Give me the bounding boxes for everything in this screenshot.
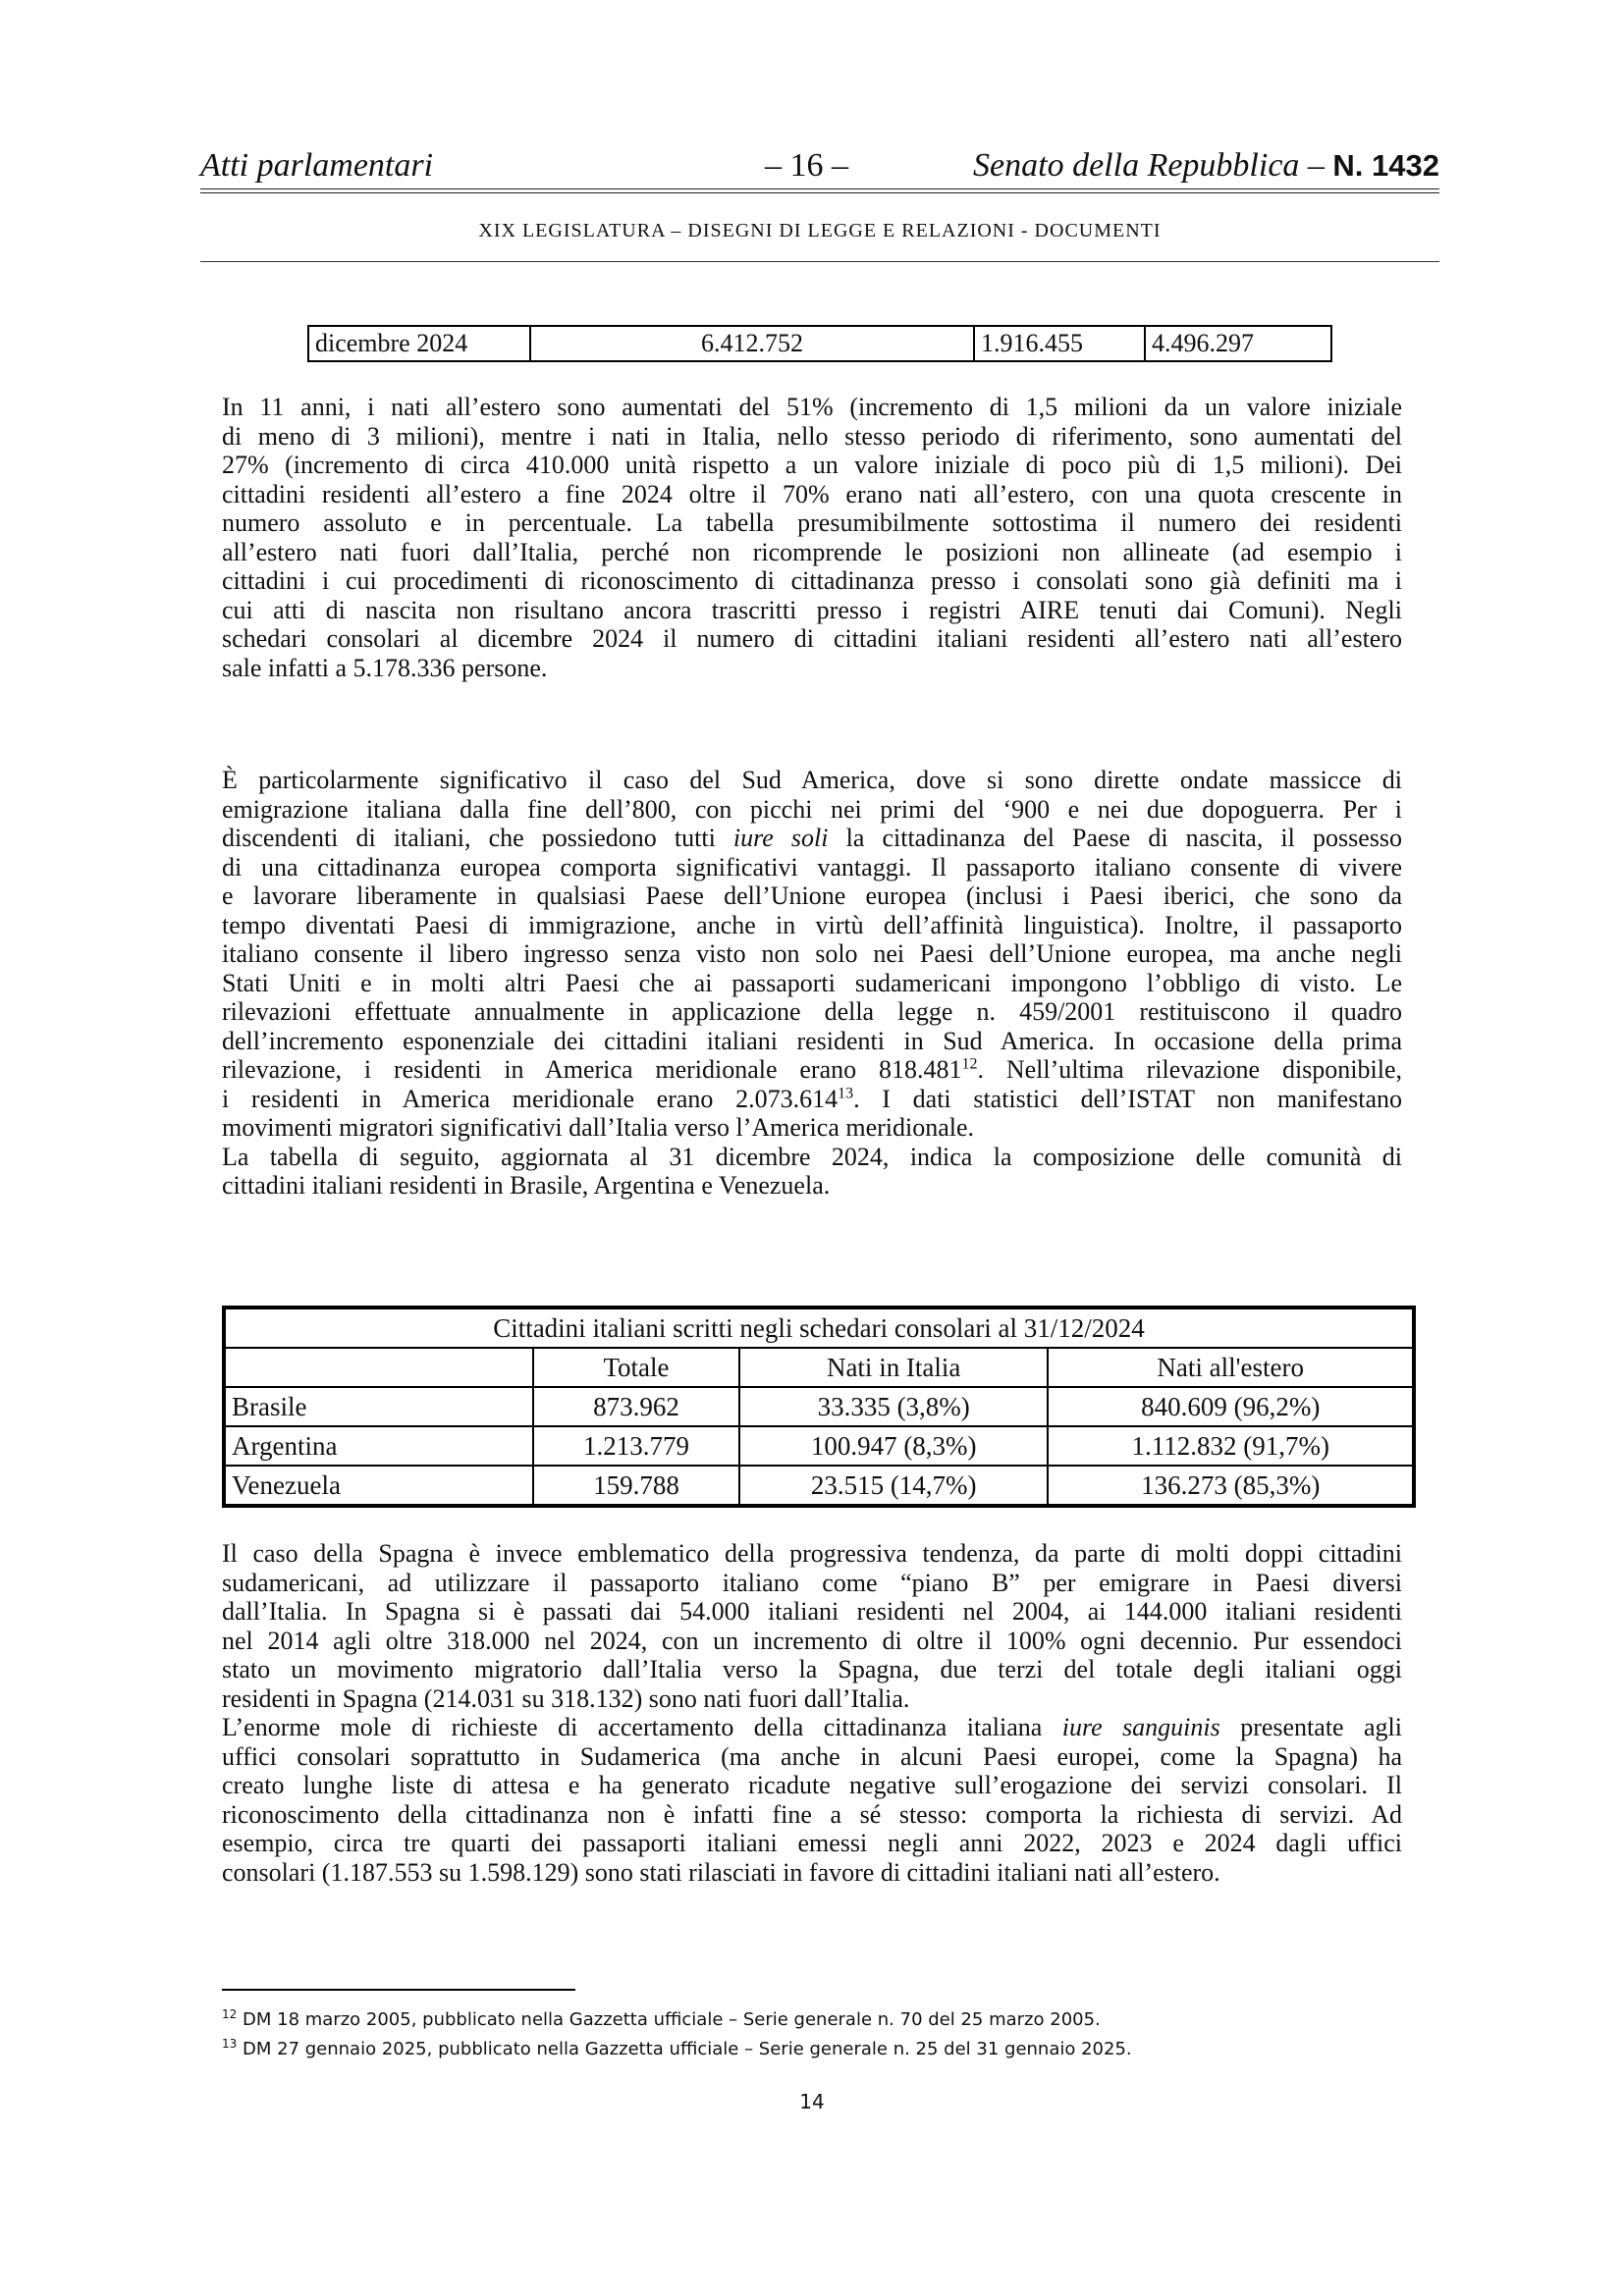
text-line: tempo diventati Paesi di immigrazione, anche in virtù dell’affinità linguistica). Inoltre, il passaporto <box>222 910 1402 939</box>
table-cell: 1.213.779 <box>533 1426 739 1466</box>
table-row <box>224 1387 1414 1426</box>
table-cell: 23.515 (14,7%) <box>739 1466 1048 1506</box>
table-row <box>224 1466 1414 1506</box>
table-cell: 6.412.752 <box>530 326 974 361</box>
text-line: uffici consolari soprattutto in Sudamerica (ma anche in alcuni Paesi europei, come la Spagna) ha <box>222 1741 1402 1771</box>
text-run: la cittadinanza del Paese di nascita, il possesso <box>828 824 1402 852</box>
text-line: emigrazione italiana dalla fine dell’800, con picchi nei primi del ‘900 e nei due dopoguerra. Per i <box>222 794 1402 824</box>
table-cell: dicembre 2024 <box>308 326 530 361</box>
table-row <box>308 326 1331 361</box>
text-line: dell’incremento esponenziale dei cittadini italiani residenti in Sud America. In occasione della prima <box>222 1026 1402 1055</box>
text-line: esempio, circa tre quarti dei passaporti italiani emessi negli anni 2022, 2023 e 2024 dagli uffici <box>222 1829 1402 1857</box>
text-line: numero assoluto e in percentuale. La tabella presumibilmente sottostima il numero dei residenti <box>222 508 1402 537</box>
text-line: riconoscimento della cittadinanza non è infatti fine a sé stesso: comporta la richiesta di servizi. Ad <box>222 1799 1402 1829</box>
text-line: cittadini i cui procedimenti di riconoscimento di cittadinanza presso i consolati sono già definiti ma i <box>222 566 1402 595</box>
footnote-number: 12 <box>222 2007 238 2021</box>
text-run: rilevazione, i residenti in America meridionale erano 818.481 <box>222 1055 962 1084</box>
text-line <box>222 1085 1402 1114</box>
text-run: L’enorme mole di richieste di accertamento della cittadinanza italiana <box>222 1713 1062 1741</box>
text-line: È particolarmente significativo il caso del Sud America, dove si sono dirette ondate massicce di <box>222 766 1402 794</box>
table-header: Totale <box>533 1348 739 1387</box>
paragraph-2 <box>222 766 1402 1201</box>
text-line: schedari consolari al dicembre 2024 il numero di cittadini italiani residenti all’estero nati all’estero <box>222 624 1402 653</box>
footnote-text: DM 18 marzo 2005, pubblicato nella Gazzetta ufficiale – Serie generale n. 70 del 25 marzo 2005. <box>237 2009 1101 2030</box>
table-cell: 136.273 (85,3%) <box>1048 1466 1414 1506</box>
text-run: . I dati statistici dell’ISTAT non manifestano <box>853 1084 1402 1113</box>
table-header-row <box>224 1348 1414 1387</box>
header-right-text: Senato della Repubblica – <box>973 147 1325 184</box>
text-line: di una cittadinanza europea comporta significativi vantaggi. Il passaporto italiano consente di vivere <box>222 852 1402 881</box>
page-number: 14 <box>799 2090 825 2113</box>
text-line: La tabella di seguito, aggiornata al 31 dicembre 2024, indica la composizione delle comunità di <box>222 1142 1402 1171</box>
text-line: sale infatti a 5.178.336 persone. <box>222 653 548 682</box>
text-line <box>222 824 1402 853</box>
text-line <box>222 1713 1402 1742</box>
header-doc-number: N. 1432 <box>1332 148 1439 183</box>
table-cell: 1.916.455 <box>974 326 1145 361</box>
table-cell: 100.947 (8,3%) <box>739 1426 1048 1466</box>
header-subtitle: XIX LEGISLATURA – DISEGNI DI LEGGE E RELAZIONI - DOCUMENTI <box>478 220 1162 241</box>
text-line: cui atti di nascita non risultano ancora trascritti presso i registri AIRE tenuti dai Comuni). Negli <box>222 595 1402 624</box>
text-line: movimenti migratori significativi dall’Italia verso l’America meridionale. <box>222 1113 975 1142</box>
citizens-table <box>222 1306 1416 1508</box>
table-header: Nati all'estero <box>1048 1348 1414 1387</box>
table-continuation <box>307 325 1332 362</box>
paragraph-4 <box>222 1713 1402 1887</box>
text-run: . Nell’ultima rilevazione disponibile, <box>977 1055 1402 1084</box>
table-cell: 4.496.297 <box>1145 326 1331 361</box>
text-line: stato un movimento migratorio dall’Italia verso la Spagna, due terzi del totale degli italiani oggi <box>222 1655 1402 1683</box>
table-header <box>224 1348 533 1387</box>
footnote-ref-13[interactable]: 13 <box>838 1084 854 1101</box>
table-row <box>224 1426 1414 1466</box>
text-run: i residenti in America meridionale erano 2.073.614 <box>222 1084 839 1113</box>
table-cell: 1.112.832 (91,7%) <box>1048 1426 1414 1466</box>
text-line: In 11 anni, i nati all’estero sono aumentati del 51% (incremento di 1,5 milioni da un valore iniziale <box>222 393 1402 421</box>
table-cell: 33.335 (3,8%) <box>739 1387 1048 1426</box>
footnote-12 <box>222 2007 1101 2030</box>
header-right <box>973 147 1439 185</box>
text-line: Stati Uniti e in molti altri Paesi che ai passaporti sudamericani impongono l’obbligo di visto. Le <box>222 968 1402 997</box>
footnote-ref-12[interactable]: 12 <box>961 1055 978 1073</box>
table-cell: 873.962 <box>533 1387 739 1426</box>
table-cell: 159.788 <box>533 1466 739 1506</box>
text-line: all’estero nati fuori dall’Italia, perché non ricomprende le posizioni non allineate (ad esempio i <box>222 537 1402 566</box>
text-line: consolari (1.187.553 su 1.598.129) sono stati rilasciati in favore di cittadini italiani nati all’estero. <box>222 1857 1220 1887</box>
table-caption-row <box>224 1308 1414 1348</box>
text-run: presentate agli <box>1219 1713 1403 1741</box>
header-left: Atti parlamentari <box>200 147 434 184</box>
text-line: nel 2014 agli oltre 318.000 nel 2024, con un incremento di oltre il 100% ogni decennio. Pur essendoci <box>222 1626 1402 1655</box>
paragraph-1 <box>222 393 1402 682</box>
paragraph-3 <box>222 1539 1402 1713</box>
text-line: di meno di 3 milioni), mentre i nati in Italia, nello stesso periodo di riferimento, sono aumentati del <box>222 421 1402 451</box>
header-rule <box>200 261 1439 262</box>
table-header: Nati in Italia <box>739 1348 1048 1387</box>
text-line: dall’Italia. In Spagna si è passati dai 54.000 italiani residenti nel 2004, ai 144.000 italiani residenti <box>222 1597 1402 1626</box>
page-header <box>200 147 1439 190</box>
table-cell: Argentina <box>224 1426 533 1466</box>
text-line: creato lunghe liste di attesa e ha generato ricadute negative sull’erogazione dei servizi consolari. Il <box>222 1771 1402 1799</box>
italic-term: iure sanguinis <box>1061 1713 1220 1741</box>
text-line: sudamericani, ad utilizzare il passaporto italiano come “piano B” per emigrare in Paesi diversi <box>222 1568 1402 1597</box>
header-double-rule <box>200 188 1439 193</box>
text-line: italiano consente il libero ingresso senza visto non solo nei Paesi dell’Unione europea, ma anche negli <box>222 939 1402 968</box>
table-caption: Cittadini italiani scritti negli schedari consolari al 31/12/2024 <box>224 1308 1414 1348</box>
table-cell: Brasile <box>224 1387 533 1426</box>
table-cell: 840.609 (96,2%) <box>1048 1387 1414 1426</box>
text-line: cittadini residenti all’estero a fine 2024 oltre il 70% erano nati all’estero, con una quota crescente in <box>222 479 1402 508</box>
text-line: Il caso della Spagna è invece emblematico della progressiva tendenza, da parte di molti doppi cittadini <box>222 1539 1402 1568</box>
footnote-13 <box>222 2037 1132 2059</box>
footnote-text: DM 27 gennaio 2025, pubblicato nella Gazzetta ufficiale – Serie generale n. 25 del 31 gennaio 2025. <box>237 2039 1132 2059</box>
footnote-number: 13 <box>222 2037 238 2051</box>
text-line: cittadini italiani residenti in Brasile, Argentina e Venezuela. <box>222 1171 831 1200</box>
text-line <box>222 1055 1402 1085</box>
text-line: 27% (incremento di circa 410.000 unità rispetto a un valore iniziale di poco più di 1,5 milioni). Dei <box>222 451 1402 479</box>
text-line: e lavorare liberamente in qualsiasi Paese dell’Unione europea (inclusi i Paesi iberici, che sono da <box>222 881 1402 910</box>
header-page-number: – 16 – <box>765 147 848 184</box>
text-line: rilevazioni effettuate annualmente in applicazione della legge n. 459/2001 restituiscono il quadro <box>222 997 1402 1026</box>
italic-term: iure soli <box>732 824 829 852</box>
table-cell: Venezuela <box>224 1466 533 1506</box>
text-run: discendenti di italiani, che possiedono tutti <box>222 824 733 852</box>
footnote-separator <box>222 1989 575 1991</box>
text-line: residenti in Spagna (214.031 su 318.132) sono nati fuori dall’Italia. <box>222 1683 910 1713</box>
